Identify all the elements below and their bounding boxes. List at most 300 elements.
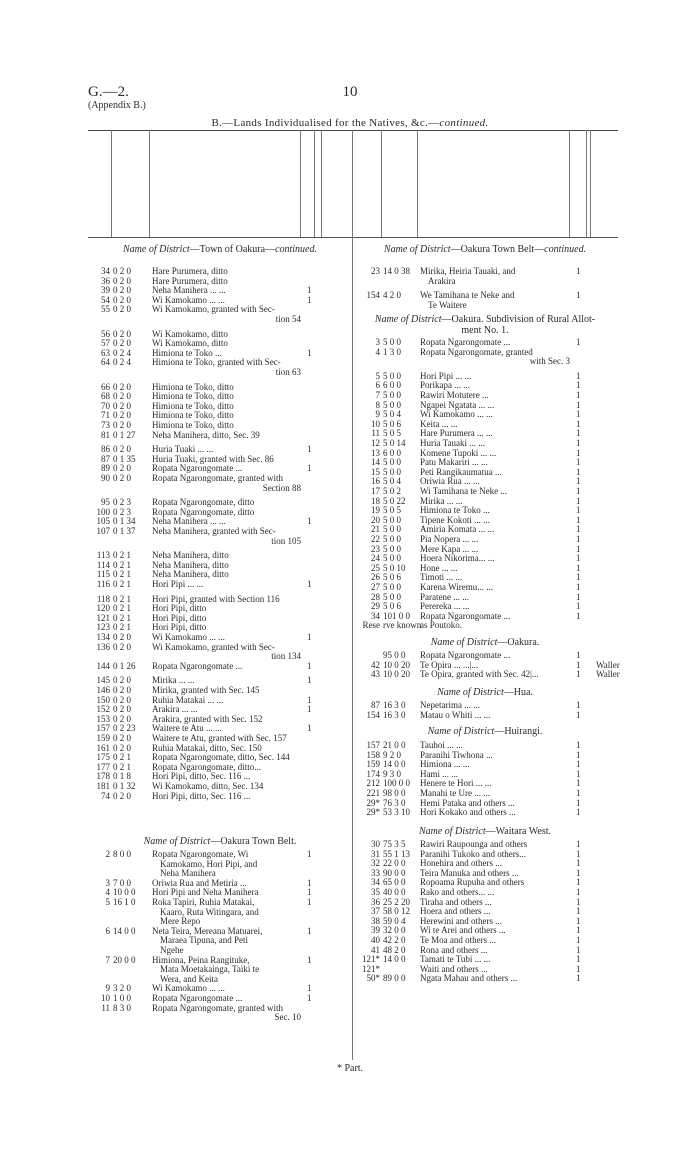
area-value: 10 0 0 xyxy=(113,887,136,898)
area-value: 5 0 0 xyxy=(383,543,401,554)
grantee-name: Hemi Pataka and others ... xyxy=(420,797,515,808)
district-heading xyxy=(88,244,352,255)
table-row xyxy=(352,840,618,849)
inalienable-count: 1 xyxy=(307,632,312,642)
inalienable-count: 1 xyxy=(307,993,312,1003)
area-value: 0 2 1 xyxy=(113,569,131,580)
grantee-name: Ngata Mahau and others ... xyxy=(420,973,518,984)
table-row xyxy=(88,358,352,367)
inalienable-count: 1 xyxy=(576,486,581,496)
area-value: 65 0 0 xyxy=(383,877,406,888)
grantee-name: as Poutoko. xyxy=(420,620,463,631)
area-value: 5 0 0 xyxy=(383,390,401,400)
area-value: 21 0 0 xyxy=(383,740,406,750)
grantee-name: Ropata Ngarongomate ... xyxy=(152,660,243,671)
table-row xyxy=(352,458,618,467)
table-row xyxy=(352,701,618,710)
district-label: Name of District xyxy=(123,244,190,255)
inalienable-count: 1 xyxy=(576,740,581,750)
area-value: 0 2 0 xyxy=(113,410,131,421)
plan-number: 22 xyxy=(371,534,380,544)
plan-number: 13 xyxy=(371,447,380,458)
inalienable-count: 1 xyxy=(576,495,581,506)
plan-number: 178 xyxy=(96,771,110,782)
grantee-continuation: tion 134 xyxy=(271,651,301,662)
area-value: 5 0 0 xyxy=(383,553,401,564)
area-value: 55 1 13 xyxy=(383,848,410,859)
grantee-name: Mirika ... ... xyxy=(420,495,463,506)
area-value: 0 2 0 xyxy=(113,444,131,455)
plan-number: 5 xyxy=(375,370,380,381)
area-value: 0 2 0 xyxy=(113,304,131,315)
plan-number: 152 xyxy=(96,704,110,715)
grantee-name: Mere Kapa ... ... xyxy=(420,543,479,554)
grantee-name: Arakira, granted with Sec. 152 xyxy=(152,713,263,724)
grantee-continuation: Maraea Tipuna, and Peti xyxy=(160,935,248,946)
plan-number: 158 xyxy=(366,749,380,760)
area-value: 8 0 0 xyxy=(113,849,131,859)
area-value: 48 2 0 xyxy=(383,944,406,955)
area-value: 5 0 6 xyxy=(383,601,401,612)
plan-number: 2 xyxy=(105,849,110,859)
table-row xyxy=(352,291,618,300)
table-row xyxy=(88,498,352,507)
area-value: 8 3 0 xyxy=(113,1002,131,1013)
grantee-name: Wi Kamokamo, ditto xyxy=(152,338,228,349)
area-value: 0 2 0 xyxy=(113,694,131,705)
grantee-name: Rako and others... ... xyxy=(420,887,495,897)
grantee-continuation: Section 88 xyxy=(262,482,301,493)
table-row xyxy=(88,421,352,430)
grantee-name: Amiria Komata ... ... xyxy=(420,524,495,535)
area-value: 0 2 1 xyxy=(113,612,131,623)
district-name: —Oakura. xyxy=(497,637,540,648)
area-value: 0 1 34 xyxy=(113,516,136,527)
grantee-continuation: tion 63 xyxy=(275,367,301,377)
plan-number: 136 xyxy=(96,641,110,652)
plan-number: 71 xyxy=(101,410,110,421)
grantee-name: Perereka ... ... xyxy=(420,601,470,612)
table-row xyxy=(352,789,618,798)
plan-number: 8 xyxy=(375,399,380,410)
plan-number: 177 xyxy=(96,761,110,772)
inalienable-count: 1 xyxy=(576,935,581,945)
inalienable-count: 1 xyxy=(576,963,581,974)
district-heading xyxy=(352,314,618,325)
plan-number: 29* xyxy=(366,807,380,818)
grantee-continuation: Neha Manihera xyxy=(160,868,216,879)
plan-number: 32 xyxy=(371,858,380,869)
plan-number: 54 xyxy=(101,294,110,305)
inalienable-count: 1 xyxy=(576,553,581,564)
grantee-name: Arakira ... ... xyxy=(152,704,198,715)
plan-number: 100 xyxy=(96,506,110,517)
district-heading xyxy=(352,637,618,648)
area-value: 20 0 0 xyxy=(113,954,136,965)
area-value: 0 2 0 xyxy=(113,675,131,686)
grantee-name: Ropata Ngarongomate ... xyxy=(420,610,511,621)
plan-number: 9 xyxy=(105,983,110,994)
plan-number: 105 xyxy=(96,516,110,527)
area-value: 0 2 1 xyxy=(113,761,131,772)
area-value: rve known xyxy=(383,620,422,631)
inalienable-count: 1 xyxy=(576,390,581,400)
inalienable-count: 1 xyxy=(576,887,581,897)
grantee-name: Ropata Ngarongomate, granted xyxy=(420,346,533,357)
inalienable-count: 1 xyxy=(576,807,581,818)
grantee-name: Ropata Ngarongomate, granted with xyxy=(152,473,283,483)
plan-number: 34 xyxy=(371,877,380,888)
plan-number: 3 xyxy=(105,877,110,888)
grantee-name: Wi Kamokamo, ditto, Sec. 134 xyxy=(152,781,264,791)
plan-number: 157 xyxy=(96,723,110,734)
header-rule-bottom xyxy=(88,237,618,238)
inalienable-count: 1 xyxy=(576,709,581,720)
table-row xyxy=(88,643,352,652)
inalienable-count: 1 xyxy=(307,723,312,734)
grantee-name: Ropata Ngarongomate, granted with xyxy=(152,1002,283,1013)
area-value: 5 0 6 xyxy=(383,572,401,583)
grantee-name: Komene Tupoki ... ... xyxy=(420,447,497,458)
grantee-name: Hoera and others ... xyxy=(420,906,491,917)
plan-number: 159 xyxy=(96,733,110,743)
district-label: Name of District xyxy=(143,836,211,847)
grantee-name: Paranihi Tiwhona ... xyxy=(420,749,493,760)
inalienable-count: 1 xyxy=(307,579,312,589)
grantee-name: Waiti and others ... xyxy=(420,963,488,974)
grantee-name: Tamati te Tubi ... ... xyxy=(420,954,491,965)
grantee-name: Himiona ... ... xyxy=(420,759,470,770)
district-heading-cont: ment No. 1. xyxy=(461,325,509,336)
area-value: 0 2 0 xyxy=(113,704,131,715)
area-value: 0 2 4 xyxy=(113,347,131,358)
plan-number: 56 xyxy=(101,328,110,339)
plan-number: 87 xyxy=(101,453,110,464)
inalienable-count: 1 xyxy=(576,877,581,888)
area-value: 5 0 0 xyxy=(383,534,401,544)
grantee-name: Wi te Arei and others ... xyxy=(420,925,506,936)
grantee-name: Mirika, granted with Sec. 145 xyxy=(152,685,260,695)
area-value: 0 2 0 xyxy=(113,790,131,801)
district-label: Name of District xyxy=(383,244,451,255)
grantee-name: Ngapei Ngatata ... ... xyxy=(420,399,495,410)
table-row xyxy=(88,286,352,295)
area-value: 0 2 0 xyxy=(113,632,131,642)
inalienable-count: 1 xyxy=(576,399,581,410)
table-row xyxy=(88,527,352,536)
header-rule-top xyxy=(88,130,618,131)
plan-number: 121* xyxy=(362,954,380,965)
plan-number: 35 xyxy=(371,887,380,897)
grantee-name: Ropata Ngarongomate, Wi xyxy=(152,849,249,859)
grantee-name: Huria Tuaki ... ... xyxy=(152,444,214,455)
inalienable-count: 1 xyxy=(576,925,581,936)
plan-number: 21 xyxy=(371,524,380,535)
area-value: 5 0 0 xyxy=(383,514,401,525)
plan-number: 5 xyxy=(105,897,110,907)
table-row xyxy=(88,898,352,907)
grantee-name: Peti Rangikaumatua ... xyxy=(420,466,502,477)
plan-number: 11 xyxy=(371,428,380,439)
grantee-name: Himiona te Toko, ditto xyxy=(152,420,234,430)
table-row xyxy=(88,305,352,314)
table-row xyxy=(352,338,618,347)
plan-number: 146 xyxy=(96,685,110,695)
table-row xyxy=(352,907,618,916)
inalienable-count: 1 xyxy=(576,438,581,448)
table-row xyxy=(88,392,352,401)
grantee-name: Hone ... ... xyxy=(420,562,458,573)
grantee-name: Neha Manihera, ditto xyxy=(152,550,229,561)
grantee-name: Neha Manihera, ditto xyxy=(152,559,229,570)
inalienable-count: 1 xyxy=(576,447,581,458)
area-value: 0 2 0 xyxy=(113,285,131,296)
grantee-name: Wi Tamihana te Neke ... xyxy=(420,486,508,496)
table-row xyxy=(88,580,352,589)
grantee-name: Ruhia Matakai, ditto, Sec. 150 xyxy=(152,742,262,753)
inalienable-count: 1 xyxy=(576,601,581,612)
table-row xyxy=(88,850,352,859)
inalienable-count: 1 xyxy=(576,524,581,535)
inalienable-count: 1 xyxy=(307,675,312,686)
area-value: 95 0 0 xyxy=(383,650,406,660)
plan-number: 20 xyxy=(371,514,380,525)
inalienable-count: 1 xyxy=(576,954,581,965)
grantee-name: Rawiri Raupounga and others xyxy=(420,839,528,849)
grantee-name: Keita ... ... xyxy=(420,418,458,429)
grantee-name: Neha Manihera, ditto xyxy=(152,569,229,580)
area-value: 5 0 5 xyxy=(383,428,401,439)
area-value: 14 0 38 xyxy=(383,266,410,276)
table-row xyxy=(352,506,618,515)
area-value: 40 0 0 xyxy=(383,887,406,897)
grantee-name: Wi Kamokamo, granted with Sec- xyxy=(152,304,275,315)
area-value: 89 0 0 xyxy=(383,973,406,984)
table-row xyxy=(88,792,352,801)
table-row xyxy=(88,474,352,483)
grantee-name: Himiona te Toko, ditto xyxy=(152,381,234,392)
header-col-line xyxy=(569,130,570,237)
area-value: 58 0 12 xyxy=(383,906,410,917)
table-row xyxy=(88,686,352,695)
inalienable-count: 1 xyxy=(576,534,581,544)
plan-number: 221 xyxy=(366,788,380,798)
grantee-continuation: with Sec. 3 xyxy=(529,356,570,367)
grantee-name: Hori Pipi, ditto xyxy=(152,622,207,633)
plan-number: 212 xyxy=(366,778,380,789)
area-value: 0 2 0 xyxy=(113,742,131,753)
inalienable-count: 1 xyxy=(576,896,581,907)
grantee-name: Hori Pipi ... ... xyxy=(152,579,204,589)
inalienable-count: 1 xyxy=(307,954,312,965)
header-col-line xyxy=(300,130,301,237)
inalienable-count: 1 xyxy=(576,650,581,660)
table-row xyxy=(88,604,352,613)
plan-number: 33 xyxy=(371,867,380,878)
area-value: 0 2 0 xyxy=(113,275,131,286)
plan-number: 23 xyxy=(371,266,380,276)
district-heading xyxy=(352,826,618,837)
grantee-name: Hori Pipi, ditto, Sec. 116 ... xyxy=(152,790,251,801)
plan-number: 121 xyxy=(96,612,110,623)
district-suffix: continued. xyxy=(544,244,587,255)
plan-number: 174 xyxy=(366,768,380,779)
district-name: —Hua. xyxy=(503,687,533,698)
area-value: 0 2 1 xyxy=(113,603,131,614)
table-row xyxy=(352,602,618,611)
plan-number: 107 xyxy=(96,526,110,536)
plan-number: 70 xyxy=(101,400,110,411)
grantee-name: Te Opira, granted with Sec. 42|... xyxy=(420,669,539,680)
area-value: 0 2 0 xyxy=(113,400,131,411)
inalienable-count: 1 xyxy=(576,572,581,583)
inalienable-count: 1 xyxy=(576,915,581,926)
header-col-line xyxy=(314,130,315,237)
grantee-name: Himiona te Toko, ditto xyxy=(152,410,234,421)
plan-number: 17 xyxy=(371,486,380,496)
district-label: Name of District xyxy=(374,314,442,325)
area-value: 0 2 0 xyxy=(113,463,131,474)
inalienable-count: 1 xyxy=(576,409,581,420)
european-purchaser: Waller xyxy=(596,659,620,670)
plan-number: 118 xyxy=(96,593,110,604)
plan-number: 24 xyxy=(371,553,380,564)
grantee-name: Oriwia Rua and Metiria ... xyxy=(152,877,247,888)
table-row xyxy=(352,621,618,630)
area-value: 16 3 0 xyxy=(383,709,406,720)
inalienable-count: 1 xyxy=(307,887,312,898)
grantee-name: Neha Manihera ... ... xyxy=(152,516,226,527)
inalienable-count: 1 xyxy=(576,944,581,955)
inalienable-count: 1 xyxy=(307,925,312,936)
grantee-name: Hori Pipi and Neha Manihera xyxy=(152,887,259,898)
plan-number: 10 xyxy=(371,418,380,429)
area-value: 1 0 0 xyxy=(113,993,131,1003)
plan-number: 28 xyxy=(371,591,380,602)
area-value: 0 2 0 xyxy=(113,338,131,349)
inalienable-count: 1 xyxy=(576,466,581,477)
grantee-name: Hori Pipi ... ... xyxy=(420,370,472,381)
plan-number: 68 xyxy=(101,391,110,402)
plan-number: 43 xyxy=(371,669,380,680)
area-value: 4 2 0 xyxy=(383,290,401,301)
grantee-name: We Tamihana te Neke and xyxy=(420,290,515,301)
table-row xyxy=(88,662,352,671)
table-row xyxy=(352,391,618,400)
area-value: 5 0 0 xyxy=(383,582,401,592)
grantee-name: Huria Tauaki ... ... xyxy=(420,438,485,448)
grantee-name: Tauhoi ... ... xyxy=(420,740,463,750)
inalienable-count: 1 xyxy=(576,797,581,808)
table-row xyxy=(352,535,618,544)
area-value: 90 0 0 xyxy=(383,867,406,878)
area-value: 5 0 6 xyxy=(383,418,401,429)
table-row xyxy=(88,1004,352,1013)
table-row xyxy=(88,267,352,276)
inalienable-count: 1 xyxy=(307,849,312,859)
area-value: 0 1 37 xyxy=(113,526,136,536)
area-value: 0 2 1 xyxy=(113,579,131,589)
plan-number: 36 xyxy=(101,275,110,286)
area-value: 22 0 0 xyxy=(383,858,406,869)
inalienable-count: 1 xyxy=(307,285,312,296)
header-col-line xyxy=(149,130,150,237)
plan-number: 90 xyxy=(101,473,110,483)
area-value: 0 2 23 xyxy=(113,723,136,734)
inalienable-count: 1 xyxy=(307,516,312,527)
grantee-continuation: Wera, and Keita xyxy=(160,973,218,984)
table-row xyxy=(352,760,618,769)
area-value: 5 0 22 xyxy=(383,495,406,506)
inalienable-count: 1 xyxy=(576,266,581,276)
plan-number: 36 xyxy=(371,896,380,907)
european-purchaser: Waller xyxy=(596,669,620,680)
grantee-name: Ropata Ngarongomate ... xyxy=(420,650,511,660)
table-row xyxy=(88,753,352,762)
inalienable-count: 1 xyxy=(576,418,581,429)
header-col-line xyxy=(111,130,112,237)
inalienable-count: 1 xyxy=(576,768,581,779)
grantee-name: Henere te Hori ... ... xyxy=(420,778,492,789)
plan-number: 39 xyxy=(101,285,110,296)
area-value: 5 0 10 xyxy=(383,562,406,573)
district-name: —Oakura Town Belt. xyxy=(210,836,297,847)
grantee-continuation: Arakira xyxy=(428,275,456,286)
plan-number: 95 xyxy=(101,497,110,508)
grantee-name: Hori Pipi, ditto, Sec. 116 ... xyxy=(152,771,251,782)
plan-number: 15 xyxy=(371,466,380,477)
plan-number: 120 xyxy=(96,603,110,614)
grantee-continuation: Sec. 10 xyxy=(274,1012,301,1023)
plan-number: 114 xyxy=(96,559,110,570)
plan-number: 123 xyxy=(96,622,110,633)
area-value: 0 2 0 xyxy=(113,294,131,305)
table-row xyxy=(88,445,352,454)
grantee-name: Porikapa ... ... xyxy=(420,380,470,391)
inalienable-count: 1 xyxy=(307,294,312,305)
grantee-name: Ropata Ngarongomate, ditto... xyxy=(152,761,261,772)
area-value: 0 2 0 xyxy=(113,420,131,430)
plan-number: 115 xyxy=(96,569,110,580)
inalienable-count: 1 xyxy=(576,659,581,670)
area-value: 14 0 0 xyxy=(383,759,406,770)
area-value: 0 1 27 xyxy=(113,429,136,440)
inalienable-count: 1 xyxy=(307,347,312,358)
district-heading xyxy=(352,687,618,698)
area-value: 5 0 2 xyxy=(383,486,401,496)
table-row xyxy=(352,955,618,964)
district-suffix: continued. xyxy=(275,244,317,255)
table-row xyxy=(352,348,618,357)
paper-code: G.—2. xyxy=(88,84,129,100)
table-row xyxy=(352,888,618,897)
plan-number: 3 xyxy=(375,337,380,347)
inalienable-count: 1 xyxy=(307,877,312,888)
table-row xyxy=(352,808,618,817)
table-row xyxy=(352,487,618,496)
area-value: 10 0 20 xyxy=(383,659,410,670)
plan-number: 27 xyxy=(371,582,380,592)
area-value: 0 2 0 xyxy=(113,713,131,724)
plan-number: 154 xyxy=(366,709,380,720)
plan-number: 150 xyxy=(96,694,110,705)
inalienable-count: 1 xyxy=(576,669,581,680)
inalienable-count: 1 xyxy=(576,562,581,573)
grantee-name: Hoera Nikorima... ... xyxy=(420,553,495,564)
table-row xyxy=(352,554,618,563)
area-value: 0 2 1 xyxy=(113,752,131,763)
grantee-name: Ropata Ngarongomate ... xyxy=(420,337,511,347)
